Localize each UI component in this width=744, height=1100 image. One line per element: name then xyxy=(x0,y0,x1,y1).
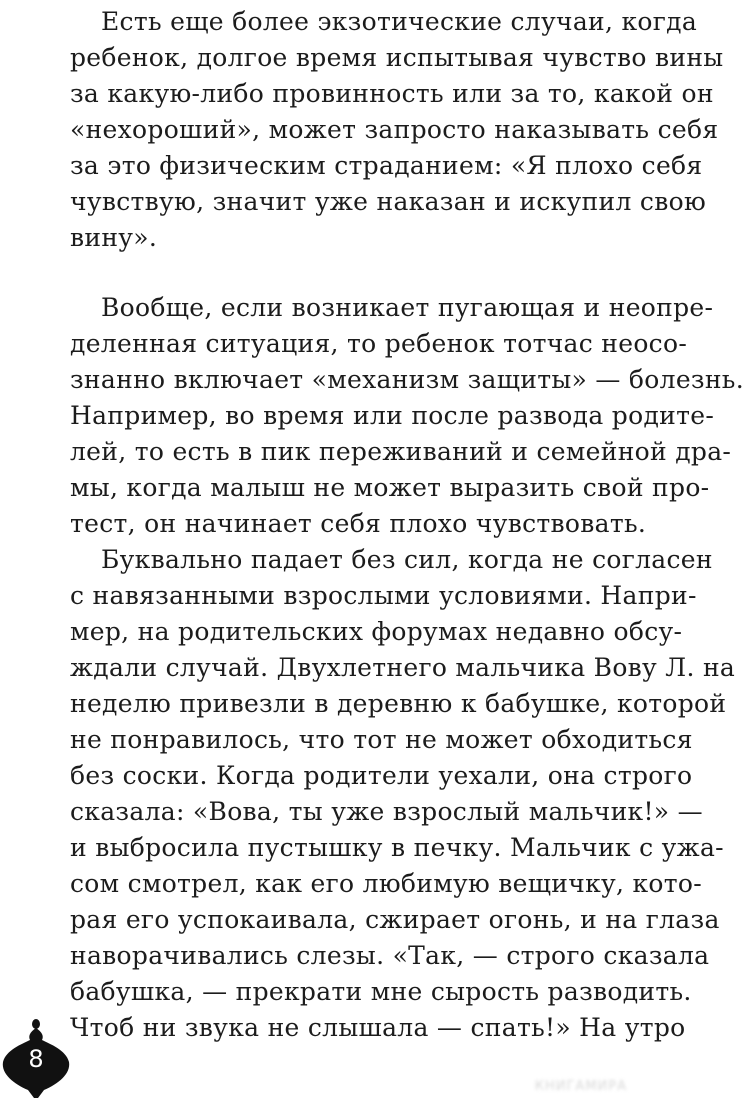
text-line: деленная ситуация, то ребенок тотчас неосо- xyxy=(70,329,688,358)
text-line: ребенок, долгое время испытывая чувство вины xyxy=(70,43,724,72)
text-line: тест, он начинает себя плохо чувствовать. xyxy=(70,509,647,538)
text-line: Есть еще более экзотические случаи, когда xyxy=(101,7,698,36)
text-line: бабушка, — прекрати мне сырость разводить. xyxy=(70,977,692,1006)
watermark: КНИГАМИРА xyxy=(534,1079,627,1094)
text-line: сказала: «Вова, ты уже взрослый мальчик!» — xyxy=(70,797,703,826)
text-line: лей, то есть в пик переживаний и семейной дра- xyxy=(70,437,732,466)
text-line: за это физическим страданием: «Я плохо себя xyxy=(70,151,703,180)
text-line: и выбросила пустышку в печку. Мальчик с ужа- xyxy=(70,833,724,862)
text-line: без соски. Когда родители уехали, она строго xyxy=(70,761,693,790)
text-line: «нехороший», может запросто наказывать себя xyxy=(70,115,719,144)
text-line: Например, во время или после развода родите- xyxy=(70,401,715,430)
text-line: наворачивались слезы. «Так, — строго сказала xyxy=(70,941,710,970)
text-line: Буквально падает без сил, когда не согласен xyxy=(101,545,713,574)
text-line: мер, на родительских форумах недавно обсу- xyxy=(70,617,683,646)
text-line: чувствую, значит уже наказан и искупил свою xyxy=(70,187,707,216)
text-line: не понравилось, что тот не может обходиться xyxy=(70,725,693,754)
text-line: вину». xyxy=(70,223,158,252)
text-line: Вообще, если возникает пугающая и неопре- xyxy=(101,293,714,322)
text-line: сом смотрел, как его любимую вещичку, кото- xyxy=(70,869,703,898)
text-line: за какую-либо провинность или за то, какой он xyxy=(70,79,714,108)
page-number: 8 xyxy=(28,1045,44,1073)
text-line: рая его успокаивала, сжирает огонь, и на глаза xyxy=(70,905,720,934)
text-line: Чтоб ни звука не слышала — спать!» На утро xyxy=(70,1013,686,1042)
text-line: с навязанными взрослыми условиями. Напри- xyxy=(70,581,697,610)
text-line: мы, когда малыш не может выразить свой про- xyxy=(70,473,710,502)
text-line: неделю привезли в деревню к бабушке, которой xyxy=(70,689,727,718)
text-line: ждали случай. Двухлетнего мальчика Вову Л. на xyxy=(70,653,736,682)
text-line: знанно включает «механизм защиты» — болезнь. xyxy=(70,365,744,394)
